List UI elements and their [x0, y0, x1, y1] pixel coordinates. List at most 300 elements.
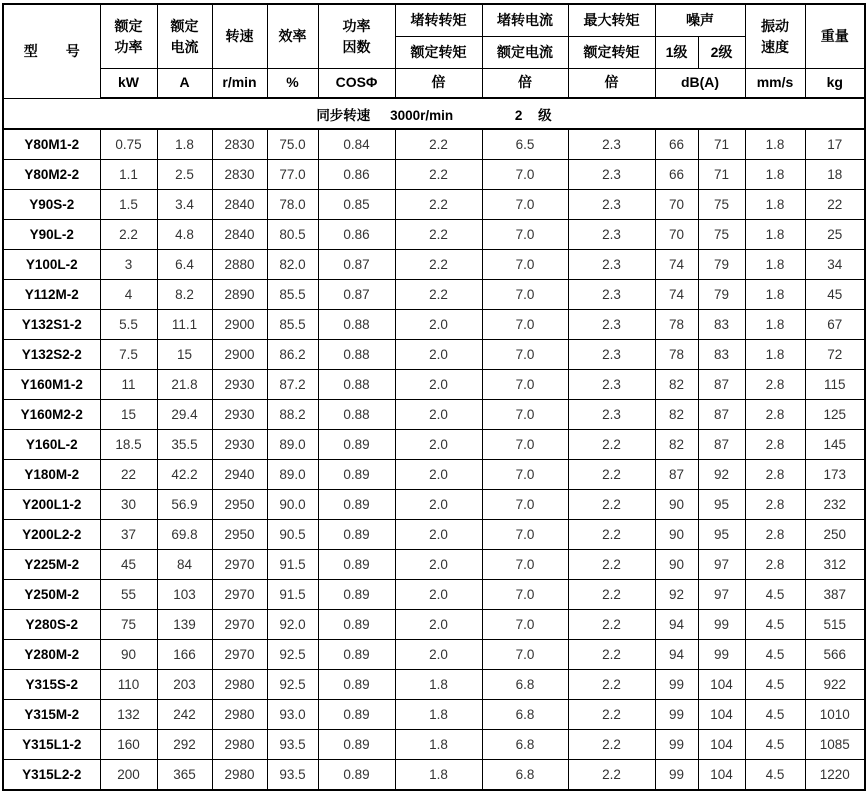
cell-power-kw: 7.5: [100, 340, 157, 370]
cell-efficiency-pct: 80.5: [267, 220, 318, 250]
cell-model: Y160M1-2: [3, 370, 100, 400]
cell-max-torque-ratio: 2.3: [568, 370, 655, 400]
cell-vibration-mms: 1.8: [745, 129, 805, 160]
cell-lock-current-ratio: 6.8: [482, 730, 568, 760]
cell-vibration-mms: 4.5: [745, 610, 805, 640]
cell-max-torque-ratio: 2.3: [568, 400, 655, 430]
cell-efficiency-pct: 86.2: [267, 340, 318, 370]
cell-noise-grade2-db: 99: [698, 610, 745, 640]
header-speed: 转速: [212, 4, 267, 69]
cell-vibration-mms: 1.8: [745, 190, 805, 220]
cell-model: Y160L-2: [3, 430, 100, 460]
cell-current-a: 56.9: [157, 490, 212, 520]
cell-weight-kg: 232: [805, 490, 865, 520]
unit-max-torque: 倍: [568, 69, 655, 99]
cell-power-kw: 110: [100, 670, 157, 700]
cell-max-torque-ratio: 2.3: [568, 220, 655, 250]
cell-max-torque-ratio: 2.2: [568, 580, 655, 610]
header-lock-torque-num: 堵转转矩: [395, 4, 482, 37]
cell-efficiency-pct: 82.0: [267, 250, 318, 280]
cell-model: Y225M-2: [3, 550, 100, 580]
cell-weight-kg: 17: [805, 129, 865, 160]
cell-lock-torque-ratio: 2.0: [395, 550, 482, 580]
cell-max-torque-ratio: 2.3: [568, 160, 655, 190]
cell-model: Y280S-2: [3, 610, 100, 640]
cell-lock-torque-ratio: 2.0: [395, 580, 482, 610]
cell-noise-grade1-db: 99: [655, 730, 698, 760]
cell-vibration-mms: 4.5: [745, 730, 805, 760]
cell-power-factor: 0.88: [318, 370, 395, 400]
cell-current-a: 15: [157, 340, 212, 370]
cell-noise-grade1-db: 99: [655, 670, 698, 700]
table-row: [3, 520, 865, 550]
cell-power-kw: 3: [100, 250, 157, 280]
cell-lock-torque-ratio: 2.2: [395, 129, 482, 160]
cell-lock-torque-ratio: 2.0: [395, 490, 482, 520]
cell-current-a: 6.4: [157, 250, 212, 280]
cell-noise-grade2-db: 104: [698, 730, 745, 760]
cell-model: Y100L-2: [3, 250, 100, 280]
table-row: [3, 280, 865, 310]
cell-lock-current-ratio: 7.0: [482, 460, 568, 490]
cell-current-a: 166: [157, 640, 212, 670]
cell-model: Y132S2-2: [3, 340, 100, 370]
cell-power-kw: 15: [100, 400, 157, 430]
sync-speed-row: [3, 98, 865, 129]
cell-power-factor: 0.88: [318, 400, 395, 430]
cell-vibration-mms: 2.8: [745, 460, 805, 490]
cell-speed-rpm: 2830: [212, 129, 267, 160]
cell-max-torque-ratio: 2.2: [568, 520, 655, 550]
cell-power-kw: 132: [100, 700, 157, 730]
table-row: [3, 700, 865, 730]
cell-power-kw: 45: [100, 550, 157, 580]
cell-speed-rpm: 2830: [212, 160, 267, 190]
cell-speed-rpm: 2890: [212, 280, 267, 310]
cell-model: Y280M-2: [3, 640, 100, 670]
cell-efficiency-pct: 90.5: [267, 520, 318, 550]
cell-lock-current-ratio: 6.8: [482, 700, 568, 730]
cell-max-torque-ratio: 2.2: [568, 640, 655, 670]
cell-efficiency-pct: 78.0: [267, 190, 318, 220]
cell-model: Y112M-2: [3, 280, 100, 310]
cell-current-a: 21.8: [157, 370, 212, 400]
table-row: [3, 250, 865, 280]
cell-lock-current-ratio: 7.0: [482, 190, 568, 220]
header-model: 型 号: [3, 4, 100, 98]
cell-lock-torque-ratio: 2.2: [395, 160, 482, 190]
pole-unit: 级: [538, 107, 552, 123]
cell-speed-rpm: 2940: [212, 460, 267, 490]
cell-power-kw: 30: [100, 490, 157, 520]
cell-current-a: 139: [157, 610, 212, 640]
cell-lock-torque-ratio: 2.2: [395, 220, 482, 250]
cell-weight-kg: 34: [805, 250, 865, 280]
cell-lock-torque-ratio: 2.0: [395, 400, 482, 430]
cell-weight-kg: 1010: [805, 700, 865, 730]
cell-lock-torque-ratio: 2.2: [395, 190, 482, 220]
cell-speed-rpm: 2930: [212, 370, 267, 400]
cell-weight-kg: 125: [805, 400, 865, 430]
cell-weight-kg: 18: [805, 160, 865, 190]
cell-current-a: 69.8: [157, 520, 212, 550]
cell-model: Y200L1-2: [3, 490, 100, 520]
table-row: [3, 640, 865, 670]
cell-max-torque-ratio: 2.2: [568, 610, 655, 640]
cell-noise-grade1-db: 94: [655, 610, 698, 640]
cell-power-factor: 0.89: [318, 460, 395, 490]
cell-vibration-mms: 1.8: [745, 340, 805, 370]
cell-max-torque-ratio: 2.3: [568, 129, 655, 160]
cell-model: Y200L2-2: [3, 520, 100, 550]
cell-vibration-mms: 1.8: [745, 310, 805, 340]
unit-power-factor: COSΦ: [318, 69, 395, 99]
cell-efficiency-pct: 89.0: [267, 430, 318, 460]
cell-vibration-mms: 4.5: [745, 640, 805, 670]
unit-weight: kg: [805, 69, 865, 99]
cell-noise-grade2-db: 99: [698, 640, 745, 670]
cell-lock-torque-ratio: 2.2: [395, 250, 482, 280]
cell-max-torque-ratio: 2.2: [568, 730, 655, 760]
cell-vibration-mms: 2.8: [745, 490, 805, 520]
cell-current-a: 11.1: [157, 310, 212, 340]
cell-model: Y160M2-2: [3, 400, 100, 430]
cell-speed-rpm: 2950: [212, 490, 267, 520]
cell-noise-grade2-db: 71: [698, 160, 745, 190]
cell-current-a: 2.5: [157, 160, 212, 190]
table-row: [3, 310, 865, 340]
unit-lock-torque: 倍: [395, 69, 482, 99]
cell-power-kw: 18.5: [100, 430, 157, 460]
sync-speed-value: 3000r/min: [390, 107, 454, 123]
cell-model: Y315S-2: [3, 670, 100, 700]
header-weight: 重量: [805, 4, 865, 69]
cell-vibration-mms: 4.5: [745, 670, 805, 700]
cell-noise-grade2-db: 79: [698, 250, 745, 280]
table-row: [3, 400, 865, 430]
cell-vibration-mms: 2.8: [745, 430, 805, 460]
cell-lock-current-ratio: 7.0: [482, 430, 568, 460]
cell-noise-grade2-db: 97: [698, 580, 745, 610]
cell-noise-grade2-db: 104: [698, 760, 745, 791]
cell-noise-grade2-db: 97: [698, 550, 745, 580]
cell-lock-torque-ratio: 2.0: [395, 460, 482, 490]
header-lock-current-num: 堵转电流: [482, 4, 568, 37]
table-row: [3, 490, 865, 520]
cell-noise-grade1-db: 66: [655, 129, 698, 160]
header-noise-grade1: 1级: [655, 37, 698, 69]
cell-power-factor: 0.89: [318, 430, 395, 460]
header-lock-torque-den: 额定转矩: [395, 37, 482, 69]
cell-power-factor: 0.89: [318, 490, 395, 520]
cell-power-factor: 0.89: [318, 730, 395, 760]
cell-power-factor: 0.85: [318, 190, 395, 220]
cell-vibration-mms: 2.8: [745, 520, 805, 550]
cell-efficiency-pct: 92.5: [267, 640, 318, 670]
cell-noise-grade1-db: 90: [655, 490, 698, 520]
unit-efficiency: %: [267, 69, 318, 99]
table-row: [3, 760, 865, 791]
cell-current-a: 242: [157, 700, 212, 730]
cell-power-kw: 90: [100, 640, 157, 670]
cell-model: Y180M-2: [3, 460, 100, 490]
cell-lock-torque-ratio: 1.8: [395, 730, 482, 760]
cell-lock-torque-ratio: 2.0: [395, 310, 482, 340]
cell-weight-kg: 115: [805, 370, 865, 400]
cell-power-factor: 0.87: [318, 250, 395, 280]
cell-noise-grade2-db: 87: [698, 400, 745, 430]
cell-efficiency-pct: 93.0: [267, 700, 318, 730]
cell-lock-torque-ratio: 2.0: [395, 340, 482, 370]
cell-efficiency-pct: 75.0: [267, 129, 318, 160]
cell-max-torque-ratio: 2.3: [568, 340, 655, 370]
cell-speed-rpm: 2950: [212, 520, 267, 550]
cell-current-a: 365: [157, 760, 212, 791]
cell-noise-grade1-db: 99: [655, 700, 698, 730]
cell-power-factor: 0.89: [318, 640, 395, 670]
cell-vibration-mms: 4.5: [745, 760, 805, 791]
cell-lock-torque-ratio: 1.8: [395, 760, 482, 791]
unit-noise: dB(A): [655, 69, 745, 99]
cell-power-kw: 22: [100, 460, 157, 490]
header-max-torque-den: 额定转矩: [568, 37, 655, 69]
cell-max-torque-ratio: 2.2: [568, 550, 655, 580]
cell-noise-grade2-db: 104: [698, 700, 745, 730]
sync-speed-cell: [3, 98, 865, 129]
cell-efficiency-pct: 93.5: [267, 730, 318, 760]
cell-current-a: 1.8: [157, 129, 212, 160]
table-row: [3, 129, 865, 160]
cell-speed-rpm: 2980: [212, 760, 267, 791]
cell-noise-grade2-db: 92: [698, 460, 745, 490]
cell-current-a: 29.4: [157, 400, 212, 430]
cell-efficiency-pct: 85.5: [267, 310, 318, 340]
cell-noise-grade1-db: 78: [655, 340, 698, 370]
cell-lock-current-ratio: 7.0: [482, 340, 568, 370]
cell-current-a: 3.4: [157, 190, 212, 220]
cell-noise-grade1-db: 74: [655, 250, 698, 280]
cell-current-a: 8.2: [157, 280, 212, 310]
cell-current-a: 292: [157, 730, 212, 760]
unit-lock-current: 倍: [482, 69, 568, 99]
table-header: [3, 4, 865, 98]
cell-weight-kg: 515: [805, 610, 865, 640]
cell-noise-grade1-db: 66: [655, 160, 698, 190]
cell-current-a: 42.2: [157, 460, 212, 490]
cell-lock-current-ratio: 7.0: [482, 250, 568, 280]
cell-noise-grade2-db: 95: [698, 520, 745, 550]
unit-speed: r/min: [212, 69, 267, 99]
cell-weight-kg: 67: [805, 310, 865, 340]
cell-vibration-mms: 2.8: [745, 370, 805, 400]
cell-vibration-mms: 1.8: [745, 250, 805, 280]
cell-model: Y80M1-2: [3, 129, 100, 160]
cell-current-a: 203: [157, 670, 212, 700]
cell-model: Y315M-2: [3, 700, 100, 730]
cell-lock-current-ratio: 7.0: [482, 280, 568, 310]
cell-power-kw: 160: [100, 730, 157, 760]
cell-noise-grade1-db: 87: [655, 460, 698, 490]
cell-speed-rpm: 2930: [212, 430, 267, 460]
cell-power-kw: 1.1: [100, 160, 157, 190]
cell-noise-grade2-db: 87: [698, 430, 745, 460]
cell-power-factor: 0.89: [318, 670, 395, 700]
cell-speed-rpm: 2970: [212, 550, 267, 580]
header-noise-grade2: 2级: [698, 37, 745, 69]
unit-power: kW: [100, 69, 157, 99]
cell-noise-grade2-db: 71: [698, 129, 745, 160]
cell-lock-current-ratio: 7.0: [482, 580, 568, 610]
cell-lock-torque-ratio: 2.0: [395, 430, 482, 460]
header-vibration: 振动 速度: [745, 4, 805, 69]
cell-noise-grade1-db: 92: [655, 580, 698, 610]
cell-noise-grade2-db: 79: [698, 280, 745, 310]
cell-lock-torque-ratio: 2.0: [395, 370, 482, 400]
cell-power-factor: 0.89: [318, 550, 395, 580]
cell-current-a: 4.8: [157, 220, 212, 250]
cell-power-factor: 0.89: [318, 580, 395, 610]
table-row: [3, 670, 865, 700]
cell-lock-current-ratio: 7.0: [482, 310, 568, 340]
cell-weight-kg: 566: [805, 640, 865, 670]
cell-max-torque-ratio: 2.3: [568, 190, 655, 220]
header-rated-current: 额定 电流: [157, 4, 212, 69]
cell-lock-torque-ratio: 1.8: [395, 700, 482, 730]
cell-model: Y132S1-2: [3, 310, 100, 340]
cell-noise-grade2-db: 87: [698, 370, 745, 400]
cell-noise-grade1-db: 82: [655, 430, 698, 460]
pole-count: 2: [514, 107, 523, 123]
table-row: [3, 580, 865, 610]
cell-weight-kg: 250: [805, 520, 865, 550]
cell-efficiency-pct: 91.5: [267, 550, 318, 580]
cell-noise-grade1-db: 74: [655, 280, 698, 310]
cell-vibration-mms: 4.5: [745, 700, 805, 730]
cell-power-kw: 2.2: [100, 220, 157, 250]
cell-model: Y315L2-2: [3, 760, 100, 791]
cell-power-factor: 0.86: [318, 160, 395, 190]
cell-weight-kg: 387: [805, 580, 865, 610]
cell-lock-current-ratio: 7.0: [482, 490, 568, 520]
cell-noise-grade2-db: 75: [698, 220, 745, 250]
cell-weight-kg: 922: [805, 670, 865, 700]
table-row: [3, 550, 865, 580]
cell-power-kw: 5.5: [100, 310, 157, 340]
cell-noise-grade2-db: 83: [698, 310, 745, 340]
cell-lock-current-ratio: 7.0: [482, 520, 568, 550]
sync-speed-label: 同步转速: [316, 107, 371, 123]
cell-lock-current-ratio: 7.0: [482, 370, 568, 400]
header-efficiency: 效率: [267, 4, 318, 69]
cell-max-torque-ratio: 2.3: [568, 310, 655, 340]
cell-power-kw: 0.75: [100, 129, 157, 160]
cell-vibration-mms: 1.8: [745, 280, 805, 310]
cell-efficiency-pct: 93.5: [267, 760, 318, 791]
cell-max-torque-ratio: 2.2: [568, 700, 655, 730]
cell-vibration-mms: 1.8: [745, 220, 805, 250]
cell-power-kw: 55: [100, 580, 157, 610]
cell-speed-rpm: 2840: [212, 190, 267, 220]
table-body: [3, 129, 865, 790]
cell-max-torque-ratio: 2.2: [568, 490, 655, 520]
cell-lock-current-ratio: 7.0: [482, 550, 568, 580]
cell-efficiency-pct: 87.2: [267, 370, 318, 400]
cell-noise-grade2-db: 83: [698, 340, 745, 370]
cell-lock-current-ratio: 7.0: [482, 640, 568, 670]
cell-power-factor: 0.89: [318, 610, 395, 640]
cell-weight-kg: 1085: [805, 730, 865, 760]
header-max-torque-num: 最大转矩: [568, 4, 655, 37]
cell-efficiency-pct: 91.5: [267, 580, 318, 610]
cell-max-torque-ratio: 2.2: [568, 460, 655, 490]
cell-power-factor: 0.88: [318, 310, 395, 340]
cell-lock-current-ratio: 7.0: [482, 160, 568, 190]
cell-lock-torque-ratio: 2.0: [395, 520, 482, 550]
cell-speed-rpm: 2970: [212, 640, 267, 670]
cell-power-kw: 1.5: [100, 190, 157, 220]
cell-noise-grade2-db: 75: [698, 190, 745, 220]
cell-power-factor: 0.88: [318, 340, 395, 370]
table-row: [3, 190, 865, 220]
cell-lock-current-ratio: 7.0: [482, 220, 568, 250]
cell-weight-kg: 173: [805, 460, 865, 490]
cell-power-kw: 200: [100, 760, 157, 791]
cell-noise-grade1-db: 99: [655, 760, 698, 791]
cell-vibration-mms: 4.5: [745, 580, 805, 610]
cell-power-kw: 4: [100, 280, 157, 310]
cell-noise-grade2-db: 104: [698, 670, 745, 700]
cell-speed-rpm: 2970: [212, 610, 267, 640]
header-rated-power: 额定 功率: [100, 4, 157, 69]
cell-efficiency-pct: 77.0: [267, 160, 318, 190]
cell-model: Y250M-2: [3, 580, 100, 610]
cell-model: Y80M2-2: [3, 160, 100, 190]
unit-current: A: [157, 69, 212, 99]
cell-noise-grade1-db: 78: [655, 310, 698, 340]
cell-model: Y315L1-2: [3, 730, 100, 760]
cell-current-a: 103: [157, 580, 212, 610]
cell-max-torque-ratio: 2.2: [568, 670, 655, 700]
cell-lock-torque-ratio: 2.2: [395, 280, 482, 310]
cell-power-factor: 0.89: [318, 760, 395, 791]
cell-power-kw: 11: [100, 370, 157, 400]
cell-lock-torque-ratio: 1.8: [395, 670, 482, 700]
table-row: [3, 220, 865, 250]
cell-lock-current-ratio: 6.8: [482, 670, 568, 700]
cell-max-torque-ratio: 2.3: [568, 280, 655, 310]
cell-noise-grade1-db: 82: [655, 400, 698, 430]
cell-lock-current-ratio: 6.5: [482, 129, 568, 160]
cell-weight-kg: 145: [805, 430, 865, 460]
cell-speed-rpm: 2840: [212, 220, 267, 250]
table-row: [3, 610, 865, 640]
table-row: [3, 460, 865, 490]
cell-weight-kg: 72: [805, 340, 865, 370]
cell-noise-grade1-db: 90: [655, 520, 698, 550]
cell-efficiency-pct: 92.5: [267, 670, 318, 700]
cell-efficiency-pct: 88.2: [267, 400, 318, 430]
cell-vibration-mms: 2.8: [745, 400, 805, 430]
cell-speed-rpm: 2980: [212, 730, 267, 760]
header-lock-current-den: 额定电流: [482, 37, 568, 69]
cell-model: Y90S-2: [3, 190, 100, 220]
cell-noise-grade1-db: 70: [655, 190, 698, 220]
cell-max-torque-ratio: 2.2: [568, 430, 655, 460]
cell-efficiency-pct: 92.0: [267, 610, 318, 640]
cell-weight-kg: 1220: [805, 760, 865, 791]
cell-speed-rpm: 2880: [212, 250, 267, 280]
cell-power-factor: 0.87: [318, 280, 395, 310]
